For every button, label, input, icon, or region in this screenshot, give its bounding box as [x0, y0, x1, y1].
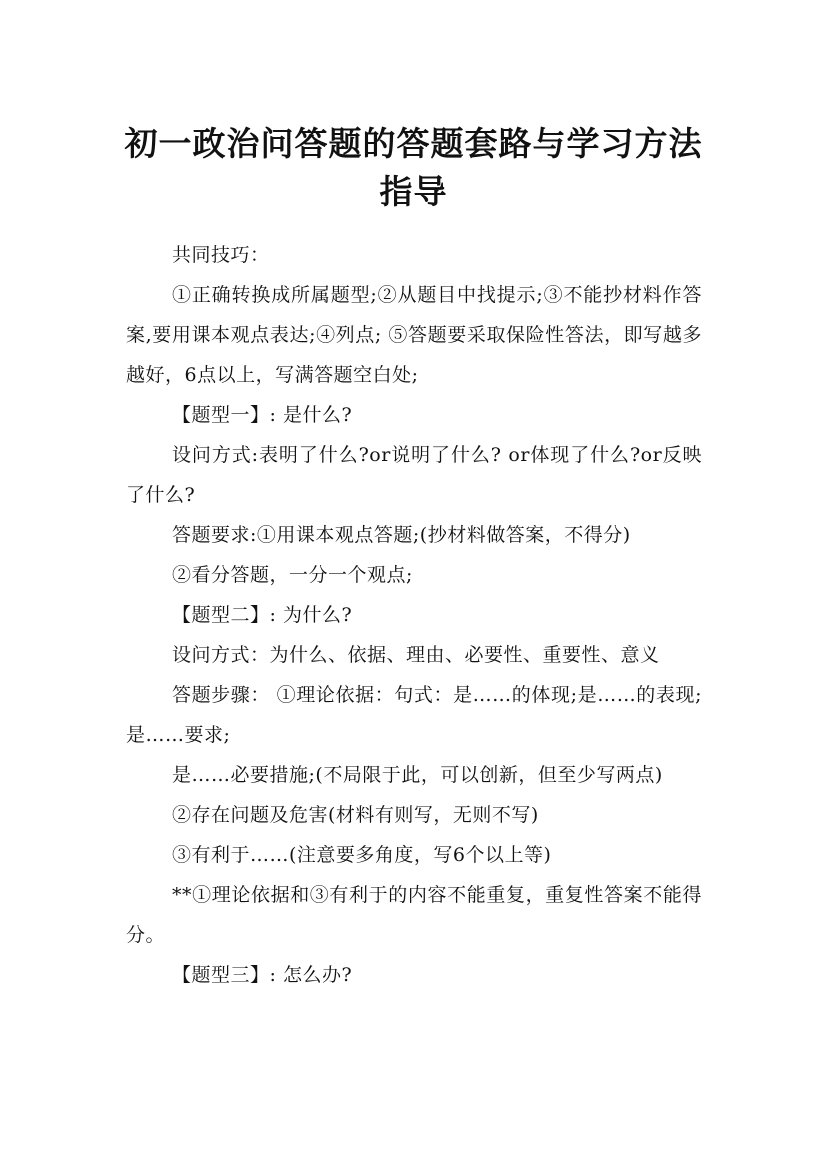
- document-body: [126, 235, 702, 995]
- paragraph-type-one-heading: 【题型一】: 是什么?: [172, 404, 353, 426]
- paragraph-common-tips-heading: 共同技巧：: [172, 244, 270, 266]
- paragraph-type-two-question-forms: 设问方式：为什么、依据、理由、必要性、重要性、意义: [172, 644, 660, 666]
- paragraph-type-three-heading: 【题型三】: 怎么办?: [172, 964, 353, 986]
- paragraph-common-tips: ①正确转换成所属题型;②从题目中找提示;③不能抄材料作答案,要用课本观点表达;④列点; ⑤答题要采取保险性答法，即写越多越好，6点以上，写满答题空白处;: [126, 284, 702, 386]
- document-title: 初一政治问答题的答题套路与学习方法指导: [124, 124, 703, 212]
- paragraph-type-one-requirement-2: ②看分答题，一分一个观点;: [172, 564, 413, 586]
- paragraph-type-two-step-2: ②存在问题及危害(材料有则写，无则不写): [172, 804, 539, 826]
- paragraph-type-two-step-1: 答题步骤： ①理论依据：句式：是……的体现;是……的表现;是……要求;: [126, 684, 702, 746]
- paragraph-type-one-question-forms: 设问方式:表明了什么?or说明了什么? or体现了什么?or反映了什么?: [126, 444, 702, 506]
- paragraph-type-two-heading: 【题型二】: 为什么?: [172, 604, 353, 626]
- paragraph-type-two-note: **①理论依据和③有利于的内容不能重复，重复性答案不能得分。: [126, 884, 702, 946]
- paragraph-type-one-requirement-1: 答题要求:①用课本观点答题;(抄材料做答案，不得分): [172, 524, 631, 546]
- paragraph-type-two-step-3: ③有利于……(注意要多角度，写6个以上等): [172, 844, 552, 866]
- paragraph-type-two-step-1-cont: 是……必要措施;(不局限于此，可以创新，但至少写两点): [172, 764, 663, 786]
